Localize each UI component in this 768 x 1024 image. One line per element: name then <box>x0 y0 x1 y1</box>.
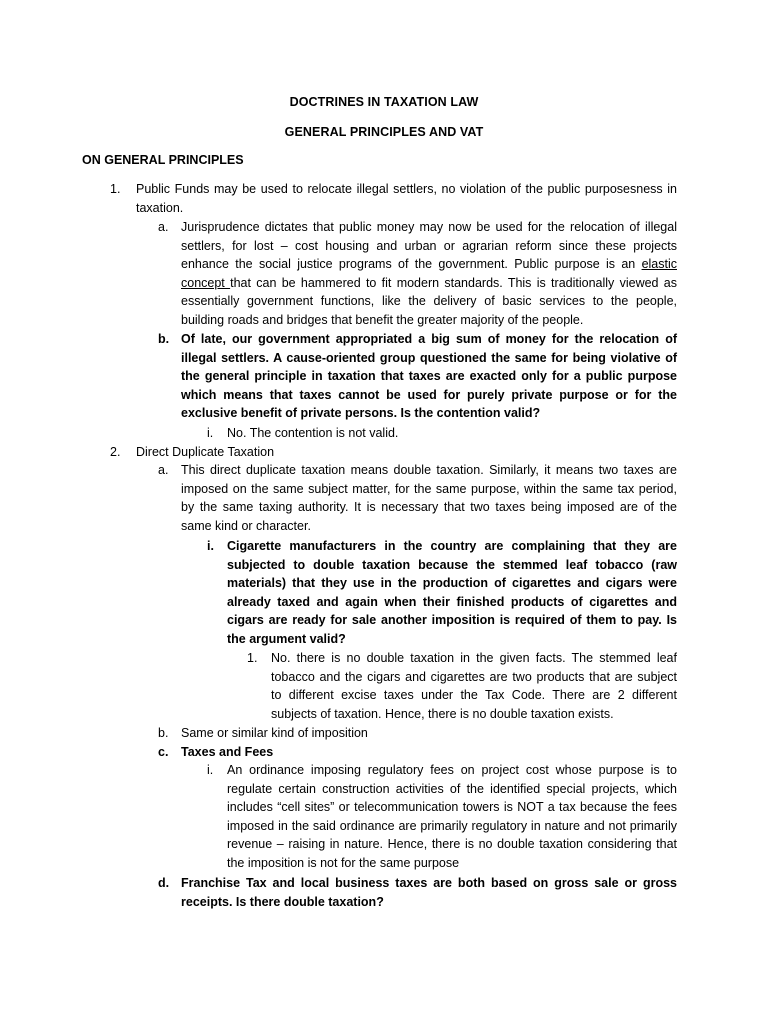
list-marker: 2. <box>110 445 121 459</box>
list-item-2a <box>158 461 677 535</box>
list-marker: b. <box>158 332 170 346</box>
list-item-text: Of late, our government appropriated a big sum of money for the relocation of illegal settlers. A cause-oriented group questioned the same for being violative of the general principle in taxation that taxes are exacted only for a public purpose which means that taxes cannot be used for purely private purpose or for the exclusive benefit of private persons. Is the contention valid? <box>181 332 677 421</box>
list-item-2c-i <box>207 761 677 873</box>
list-item-text: Direct Duplicate Taxation <box>136 445 275 459</box>
list-item-text: An ordinance imposing regulatory fees on project cost whose purpose is to regulate certain construction activities of the identified special projects, which includes “cell sites” or telecommunication towers is NOT a tax because the fees imposed in the said ordinance are primarily regulatory in nature and not primarily revenue – raising in nature. Hence, there is no double taxation considering that the imposition is not for the same purpose <box>227 763 677 870</box>
list-item-2a-i-1 <box>247 649 677 723</box>
list-item-1b-i <box>207 424 677 443</box>
list-item-text: Same or similar kind of imposition <box>181 726 368 740</box>
list-item-text: This direct duplicate taxation means double taxation. Similarly, it means two taxes are imposed on the same subject matter, for the same purpose, within the same tax period, by the same taxing authority. It is necessary that two taxes being imposed are of the same kind or character. <box>181 463 677 533</box>
list-item-2 <box>110 443 677 462</box>
list-marker: d. <box>158 876 170 890</box>
list-item-text: No. The contention is not valid. <box>227 426 399 440</box>
list-item-text: Taxes and Fees <box>181 745 274 759</box>
list-marker: a. <box>158 463 169 477</box>
list-item-text: Cigarette manufacturers in the country are complaining that they are subjected to double taxation because the stemmed leaf tobacco (raw materials) that they use in the production of cigarettes and cigars were already taxed and again when their finished products of cigarettes and cigars are ready for sale another imposition is required of them to pay. Is the argument valid? <box>227 539 677 646</box>
document-title: DOCTRINES IN TAXATION LAW <box>289 95 479 109</box>
list-marker: i. <box>207 426 214 440</box>
list-item-2d <box>158 874 677 911</box>
section-heading: ON GENERAL PRINCIPLES <box>82 153 244 167</box>
list-item-text: No. there is no double taxation in the given facts. The stemmed leaf tobacco and the cigars and cigarettes are two products that are subject to different excise taxes under the Tax Code. There are 2 different subjects of taxation. Hence, there is no double taxation exists. <box>271 651 677 721</box>
list-marker: c. <box>158 745 169 759</box>
document-subtitle: GENERAL PRINCIPLES AND VAT <box>284 125 484 139</box>
list-item-1b <box>158 330 677 423</box>
list-item-text: Public Funds may be used to relocate illegal settlers, no violation of the public purposesness in taxation. <box>136 182 677 215</box>
list-marker: a. <box>158 220 169 234</box>
list-marker: 1. <box>110 182 121 196</box>
list-marker: i. <box>207 539 214 553</box>
list-item-2c <box>158 743 677 762</box>
list-marker: 1. <box>247 651 258 665</box>
list-item-2b <box>158 724 677 743</box>
list-marker: b. <box>158 726 169 740</box>
list-item-text-continued: that can be hammered to fit modern standards. This is traditionally viewed as essentially government functions, like the delivery of basic services to the people, building roads and bridges that benefit the greater majority of the people. <box>181 275 677 327</box>
list-item-2a-i <box>207 537 677 649</box>
list-item-1a <box>158 218 677 330</box>
underlined-term: elastic concept <box>181 257 677 290</box>
list-marker: i. <box>207 763 214 777</box>
list-item-text: Franchise Tax and local business taxes are both based on gross sale or gross receipts. Is there double taxation? <box>181 876 677 909</box>
list-item-text: Jurisprudence dictates that public money may now be used for the relocation of illegal settlers, for lost – cost housing and urban or agrarian reform since these projects enhance the social justice programs of the government. Public purpose is an <box>181 220 677 272</box>
list-item-1 <box>110 180 677 217</box>
